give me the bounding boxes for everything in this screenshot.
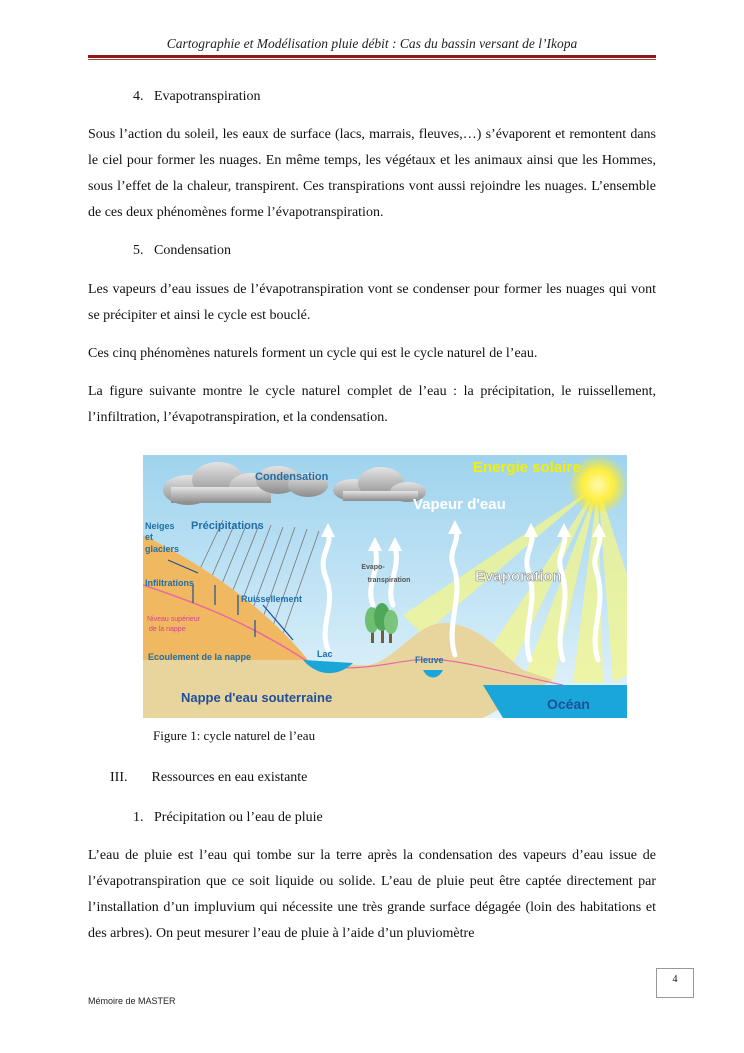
water-cycle-figure [143,455,627,718]
figure-caption: Figure 1: cycle naturel de l’eau [153,728,316,743]
label-lac: Lac [317,649,333,659]
heading-title: Condensation [154,243,231,258]
header-rule-thin [88,59,656,60]
header-rule [88,55,656,58]
label-nappe-level: de la nappe [149,626,186,633]
footer-text: Mémoire de MASTER [88,996,176,1006]
label-niveau: Niveau supérieur [147,616,200,623]
label-condensation: Condensation [255,471,329,483]
heading-number: 4. [133,89,144,104]
label-ruissellement: Ruissellement [241,594,303,604]
heading-condensation [133,243,231,259]
label-energie-solaire: Energie solaire [473,459,581,476]
paragraph-figure-intro: La figure suivante montre le cycle naturel complet de l’eau : la précipitation, le ruissellement, l’infiltration, l’évapotranspiration, et la condensation. [88,384,656,425]
heading-title: Ressources en eau existante [151,770,308,785]
label-evaporation: Evaporation [475,568,562,585]
heading-number: III. [110,770,128,785]
paragraph-cycle: Ces cinq phénomènes naturels forment un cycle qui est le cycle naturel de l’eau. [88,346,538,361]
heading-number: 5. [133,243,144,258]
label-infiltrations: Infiltrations [145,578,194,588]
label-et: et [145,532,154,542]
heading-precipitation [133,810,323,826]
running-header: Cartographie et Modélisation pluie débit : Cas du bassin versant de l’Ikopa [166,36,578,51]
label-fleuve: Fleuve [415,655,444,665]
paragraph-rain: L’eau de pluie est l’eau qui tombe sur la terre après la condensation des vapeurs d’eau issue de l’évapotranspiration que ce soit liquide ou solide. L’eau de pluie peut être captée directement par l’installation d’un impluvium qui nécessite une très grande surface dégagée (loin des habitations et des arbres). On peut mesurer l’eau de pluie à l’aide d’un pluviomètre [88,848,656,941]
heading-ressources [110,770,307,786]
label-neiges: Neiges [145,521,175,531]
label-vapeur: Vapeur d'eau [413,496,506,513]
label-nappe: Nappe d'eau souterraine [181,690,333,705]
label-transpiration: transpiration [367,577,411,584]
heading-title: Précipitation ou l’eau de pluie [154,810,323,825]
heading-evapotranspiration [133,89,261,105]
label-ecoulement: Ecoulement de la nappe [148,652,252,662]
label-ocean: Océan [547,696,590,712]
paragraph-evapotranspiration: Sous l’action du soleil, les eaux de surface (lacs, marrais, fleuves,…) s’évaporent et remontent dans le ciel pour former les nuages. En même temps, les végétaux et les animaux ainsi que les Hommes, sous l’effet de la chaleur, transpirent. Ces transpirations vont aussi rejoindre les nuages. L’ensemble de ces deux phénomènes forme l’évapotranspiration. [88,127,656,220]
page-number: 4 [656,968,694,998]
label-evapo: Evapo- [361,564,385,571]
heading-title: Evapotranspiration [154,89,261,104]
paragraph-condensation: Les vapeurs d’eau issues de l’évapotranspiration vont se condenser pour former les nuages qui vont se précipiter et ainsi le cycle est bouclé. [88,282,656,323]
heading-number: 1. [133,810,144,825]
label-glaciers: glaciers [145,544,180,554]
label-precipitations: Précipitations [191,520,264,532]
